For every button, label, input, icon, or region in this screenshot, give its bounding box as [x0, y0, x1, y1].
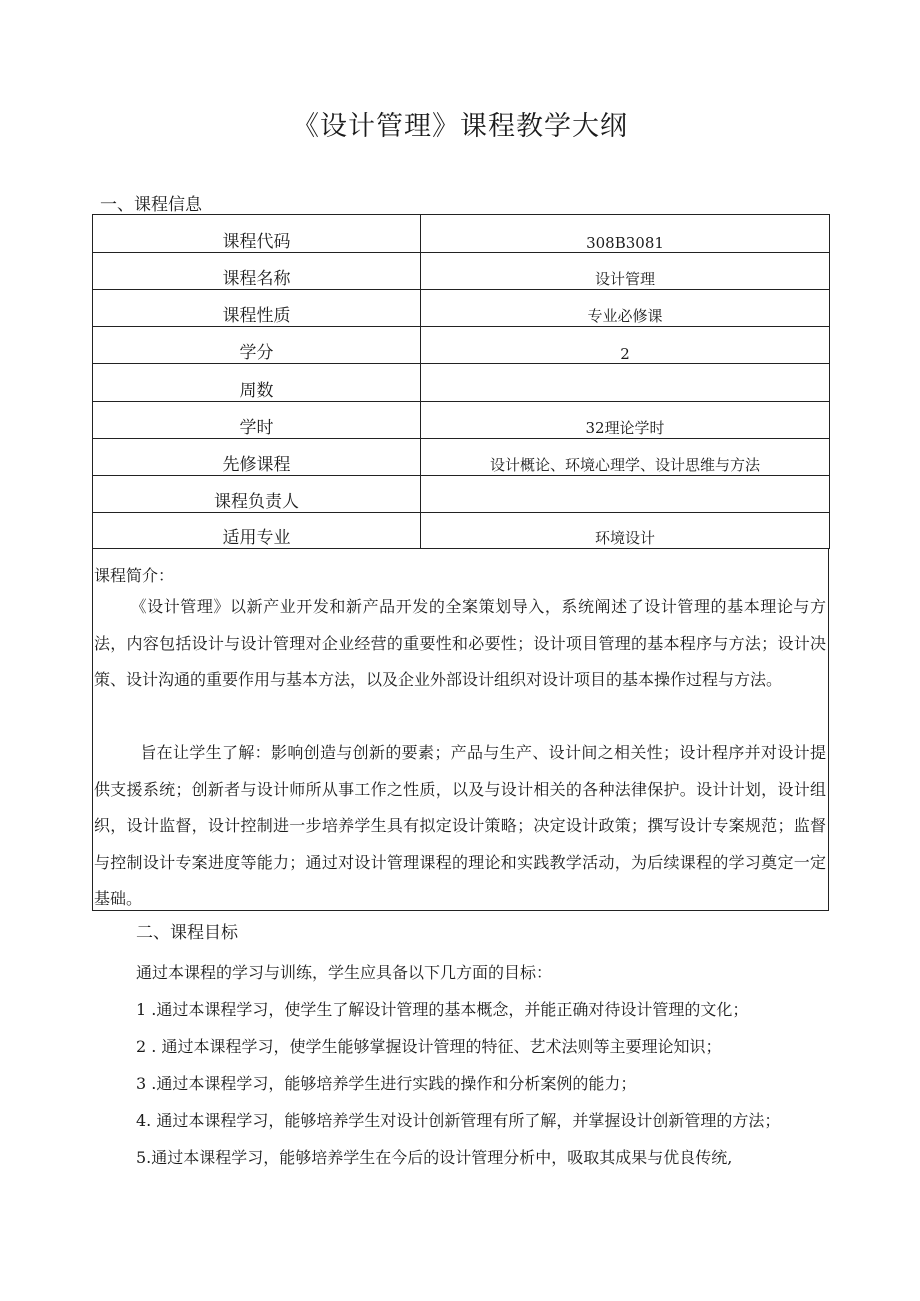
page-title: 《设计管理》课程教学大纲 — [292, 111, 628, 142]
table-row — [93, 290, 830, 327]
goal-item: 4. 通过本课程学习，能够培养学生对设计创新管理有所了解，并掌握设计创新管理的方法； — [136, 1111, 781, 1130]
course-intro-box — [92, 548, 829, 911]
row-value — [421, 364, 830, 402]
table-row — [93, 439, 830, 476]
row-value: 环境设计 — [421, 513, 830, 549]
goal-item: 2 . 通过本课程学习，使学生能够掌握设计管理的特征、艺术法则等主要理论知识； — [136, 1037, 722, 1056]
goal-item: 5.通过本课程学习，能够培养学生在今后的设计管理分析中，吸取其成果与优良传统, — [136, 1148, 733, 1167]
row-value — [421, 476, 830, 513]
row-label: 课程负责人 — [93, 476, 421, 513]
row-label: 学时 — [93, 402, 421, 439]
row-label: 学分 — [93, 327, 421, 364]
row-value: 32理论学时 — [421, 402, 830, 439]
course-info-table — [92, 214, 830, 549]
section-heading-course-info: 一、课程信息 — [100, 195, 202, 215]
intro-paragraph-1-text: 《设计管理》以新产业开发和新产品开发的全案策划导入，系统阐述了设计管理的基本理论与方法，内容包括设计与设计管理对企业经营的重要性和必要性；设计项目管理的基本程序与方法；设计决策、设计沟通的重要作用与基本方法，以及企业外部设计组织对设计项目的基本操作过程与方法。 — [94, 597, 826, 689]
intro-paragraph-2 — [94, 735, 826, 918]
section-heading-course-goals: 二、课程目标 — [136, 923, 238, 943]
intro-label: 课程简介： — [94, 566, 175, 585]
row-label: 先修课程 — [93, 439, 421, 476]
table-row — [93, 364, 830, 402]
goal-item: 3 .通过本课程学习，能够培养学生进行实践的操作和分析案例的能力； — [136, 1074, 637, 1093]
row-label: 课程名称 — [93, 253, 421, 290]
table-row — [93, 215, 830, 253]
row-label: 适用专业 — [93, 513, 421, 549]
table-row — [93, 513, 830, 549]
row-value: 设计管理 — [421, 253, 830, 290]
row-value: 专业必修课 — [421, 290, 830, 327]
table-row — [93, 402, 830, 439]
table-row — [93, 476, 830, 513]
row-label: 周数 — [93, 364, 421, 402]
table-row — [93, 253, 830, 290]
intro-paragraph-2-text: 旨在让学生了解：影响创造与创新的要素；产品与生产、设计间之相关性；设计程序并对设计提供支援系统；创新者与设计师所从事工作之性质，以及与设计相关的各种法律保护。设计计划，设计组织，设计监督，设计控制进一步培养学生具有拟定设计策略；决定设计政策；撰写设计专案规范；监督与控制设计专案进度等能力；通过对设计管理课程的理论和实践教学活动，为后续课程的学习奠定一定基础。 — [94, 743, 826, 908]
goal-item: 1 .通过本课程学习，使学生了解设计管理的基本概念，并能正确对待设计管理的文化； — [136, 1000, 749, 1019]
row-value: 2 — [421, 327, 830, 364]
intro-paragraph-1 — [94, 589, 826, 699]
goals-lead: 通过本课程的学习与训练，学生应具备以下几方面的目标： — [136, 963, 553, 982]
row-value: 设计概论、环境心理学、设计思维与方法 — [421, 439, 830, 476]
table-row — [93, 327, 830, 364]
row-value: 308B3081 — [421, 215, 830, 253]
row-label: 课程代码 — [93, 215, 421, 253]
row-label: 课程性质 — [93, 290, 421, 327]
